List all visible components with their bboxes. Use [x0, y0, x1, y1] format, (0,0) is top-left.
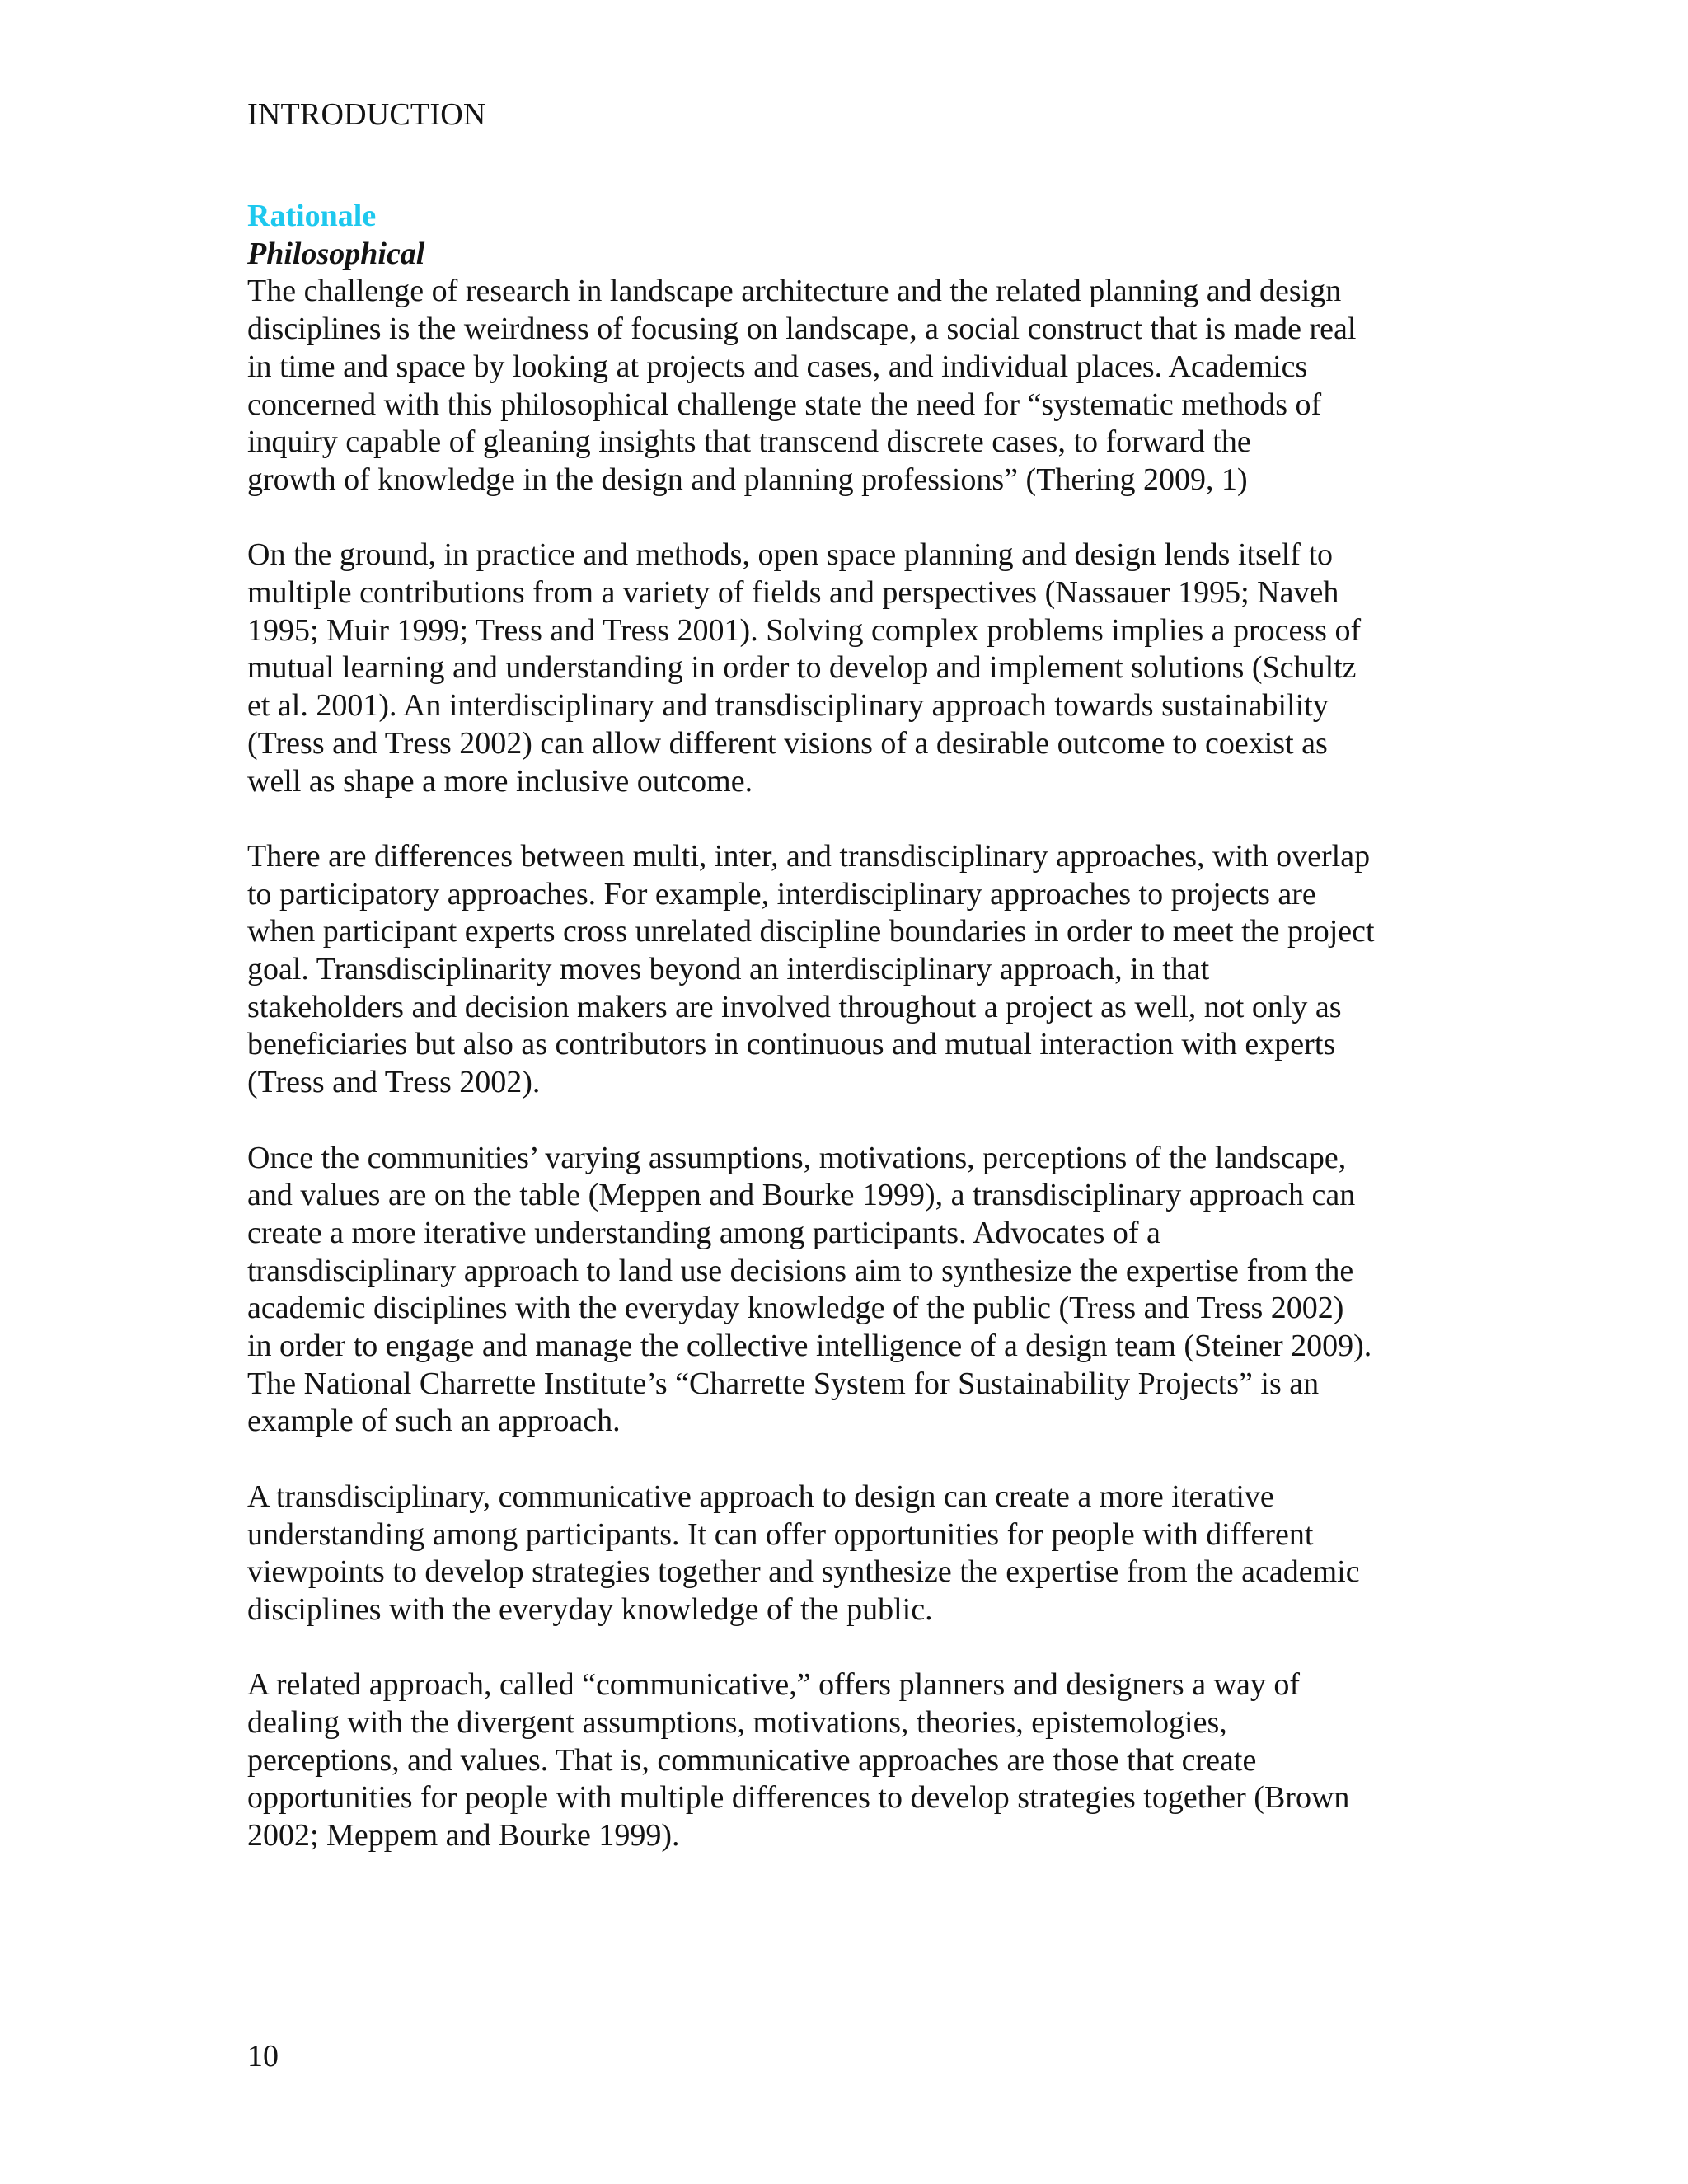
text-line: in time and space by looking at projects and cases, and individual places. Academics [247, 349, 1308, 384]
text-line: viewpoints to develop strategies together and synthesize the expertise from the academic [247, 1554, 1360, 1590]
text-line: A related approach, called “communicative,” offers planners and designers a way of [247, 1667, 1301, 1703]
paragraph-list [247, 273, 1442, 1854]
running-head-title: INTRODUCTION [247, 97, 486, 132]
body-paragraph [247, 537, 1442, 800]
text-line: example of such an approach. [247, 1404, 621, 1439]
text-line: and values are on the table (Meppen and Bourke 1999), a transdisciplinary approach can [247, 1178, 1356, 1213]
text-line: opportunities for people with multiple differences to develop strategies together (Brown [247, 1780, 1350, 1816]
text-line: There are differences between multi, inter, and transdisciplinary approaches, with overlap [247, 838, 1371, 874]
body-paragraph [247, 1479, 1442, 1629]
body-paragraph [247, 1666, 1442, 1855]
text-line: to participatory approaches. For example, interdisciplinary approaches to projects are [247, 876, 1316, 912]
body-paragraph [247, 838, 1442, 1102]
text-line: On the ground, in practice and methods, open space planning and design lends itself to [247, 537, 1334, 573]
text-line: beneficiaries but also as contributors in continuous and mutual interaction with experts [247, 1027, 1336, 1062]
text-line: understanding among participants. It can offer opportunities for people with different [247, 1516, 1314, 1552]
text-line: concerned with this philosophical challenge state the need for “systematic methods of [247, 387, 1322, 422]
body-content [247, 198, 1442, 1893]
text-line: stakeholders and decision makers are involved throughout a project as well, not only as [247, 989, 1342, 1024]
text-line: 2002; Meppem and Bourke 1999). [247, 1818, 680, 1854]
text-line: create a more iterative understanding among participants. Advocates of a [247, 1215, 1160, 1250]
body-paragraph [247, 273, 1442, 499]
section-heading: Rationale [247, 199, 377, 233]
text-line: perceptions, and values. That is, communicative approaches are those that create [247, 1742, 1257, 1778]
text-line: academic disciplines with the everyday knowledge of the public (Tress and Tress 2002) [247, 1291, 1344, 1326]
text-line: in order to engage and manage the collective intelligence of a design team (Steiner 2009). [247, 1329, 1372, 1364]
subsection-heading: Philosophical [247, 236, 425, 271]
text-line: growth of knowledge in the design and planning professions” (Thering 2009, 1) [247, 462, 1248, 497]
text-line: multiple contributions from a variety of fields and perspectives (Nassauer 1995; Naveh [247, 575, 1339, 611]
text-line: A transdisciplinary, communicative approach to design can create a more iterative [247, 1479, 1274, 1514]
text-line: mutual learning and understanding in order to develop and implement solutions (Schultz [247, 650, 1357, 686]
text-line: 1995; Muir 1999; Tress and Tress 2001). Solving complex problems implies a process of [247, 612, 1362, 648]
text-line: disciplines with the everyday knowledge of the public. [247, 1591, 933, 1627]
text-line: The challenge of research in landscape architecture and the related planning and design [247, 274, 1342, 309]
text-line: et al. 2001). An interdisciplinary and transdisciplinary approach towards sustainability [247, 688, 1329, 724]
page-number: 10 [247, 2039, 279, 2074]
text-line: goal. Transdisciplinarity moves beyond an interdisciplinary approach, in that [247, 952, 1210, 987]
text-line: (Tress and Tress 2002) can allow different visions of a desirable outcome to coexist as [247, 725, 1328, 761]
text-line: disciplines is the weirdness of focusing on landscape, a social construct that is made real [247, 312, 1357, 347]
body-paragraph [247, 1140, 1442, 1441]
text-line: transdisciplinary approach to land use decisions aim to synthesize the expertise from the [247, 1253, 1354, 1288]
text-line: inquiry capable of gleaning insights that transcend discrete cases, to forward the [247, 424, 1251, 460]
text-line: The National Charrette Institute’s “Charrette System for Sustainability Projects” is an [247, 1366, 1320, 1401]
text-line: (Tress and Tress 2002). [247, 1065, 541, 1100]
text-line: when participant experts cross unrelated discipline boundaries in order to meet the project [247, 914, 1375, 949]
text-line: Once the communities’ varying assumptions, motivations, perceptions of the landscape, [247, 1140, 1347, 1175]
text-line: well as shape a more inclusive outcome. [247, 763, 753, 799]
text-line: dealing with the divergent assumptions, motivations, theories, epistemologies, [247, 1705, 1227, 1741]
